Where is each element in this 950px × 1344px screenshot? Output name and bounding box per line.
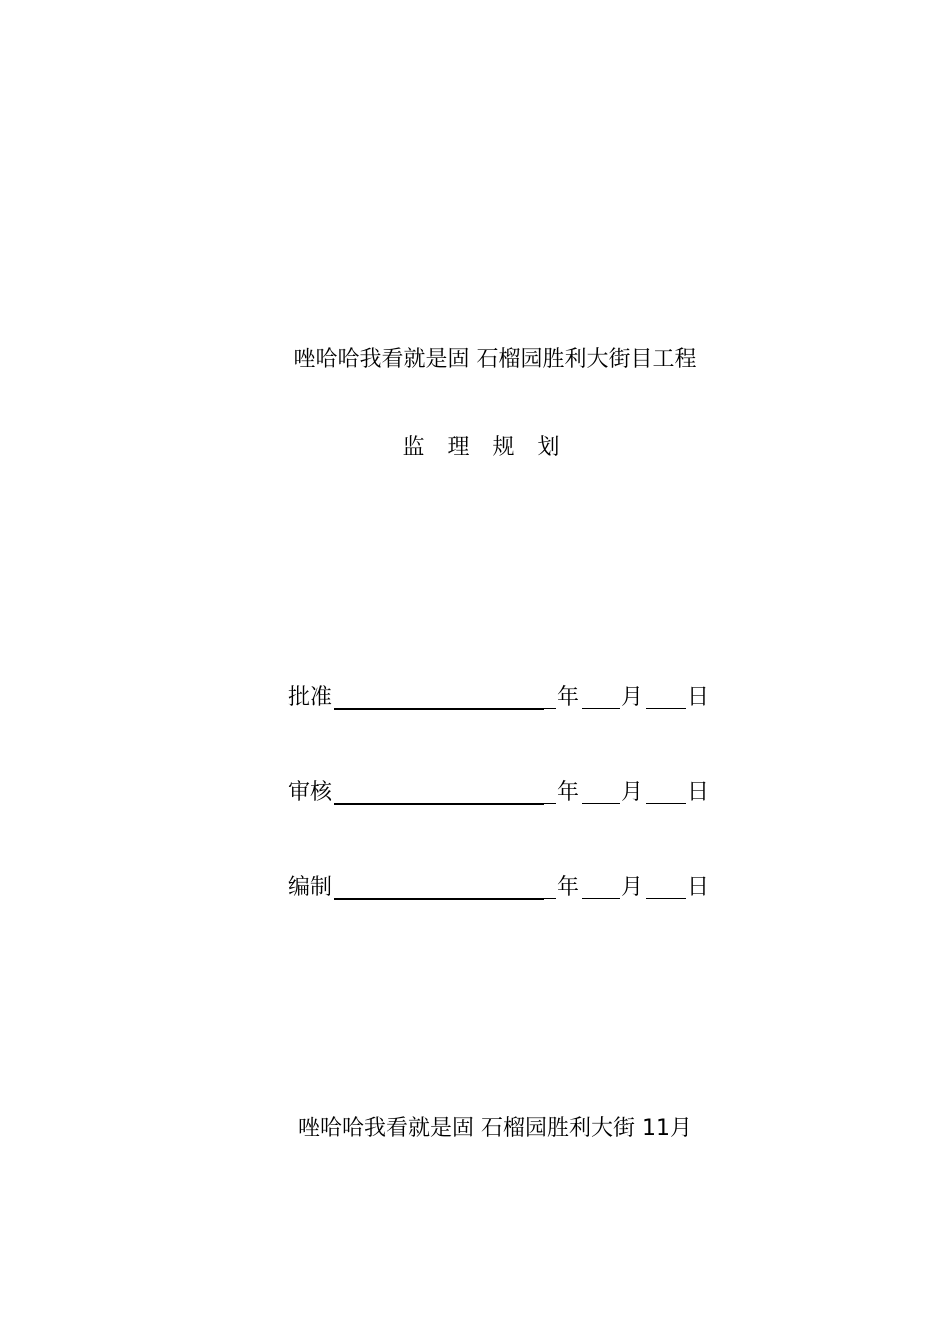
approval-month-unit: 月 [621,685,644,710]
review-label: 审核 [288,780,333,805]
footer-date-line: 唑哈哈我看就是固 石榴园胜利大街 11月 [298,1116,692,1141]
compile-month-unit: 月 [621,875,644,900]
compile-label: 编制 [288,875,333,900]
review-year-blank [506,803,556,804]
review-year-unit: 年 [557,780,580,805]
approval-label: 批准 [288,685,333,710]
review-day-blank [646,803,686,804]
compile-year-blank [506,898,556,899]
compile-day-blank [646,898,686,899]
approval-year-unit: 年 [557,685,580,710]
project-title: 唑哈哈我看就是固 石榴园胜利大街目工程 [293,347,697,372]
approval-day-blank [646,708,686,709]
approval-year-blank [506,708,556,709]
approval-day-unit: 日 [687,685,710,710]
document-title: 监 理 规 划 [402,435,568,460]
compile-year-unit: 年 [557,875,580,900]
compile-month-blank [582,898,620,899]
review-day-unit: 日 [687,780,710,805]
compile-day-unit: 日 [687,875,710,900]
review-month-unit: 月 [621,780,644,805]
review-month-blank [582,803,620,804]
approval-month-blank [582,708,620,709]
